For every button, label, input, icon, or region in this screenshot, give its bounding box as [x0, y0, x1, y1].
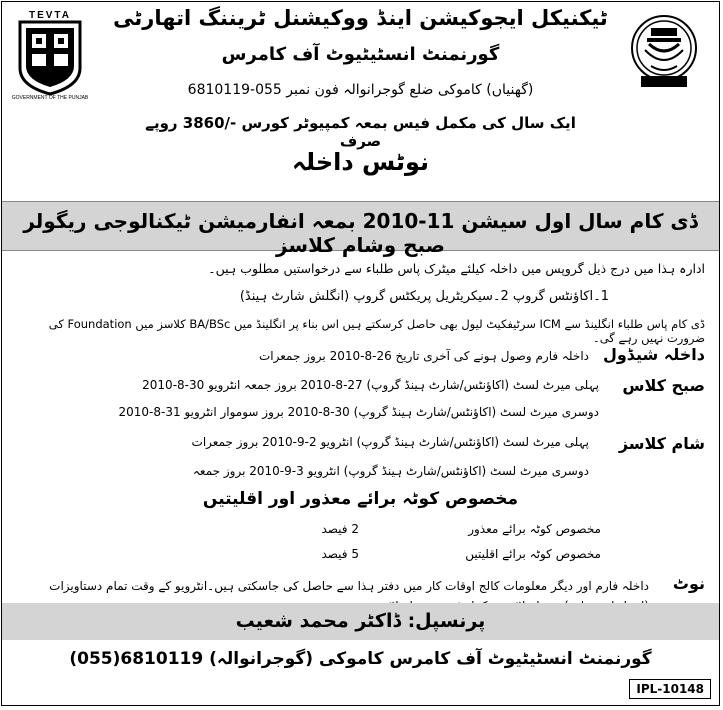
morning-merit-list-2: دوسری میرٹ لسٹ (اکاؤنٹس/شارٹ ہینڈ گروپ) 30-8-2010 بروز سوموار انٹرویو 31-8-2010	[118, 405, 599, 419]
note-label: نوٹ	[672, 574, 705, 593]
quota-title: مخصوص کوٹہ برائے معذور اور اقلیتیں	[202, 489, 519, 509]
quota-disabled-value: 2 فیصد	[321, 522, 359, 536]
principal-name: پرنسپل: ڈاکٹر محمد شعیب	[235, 610, 486, 632]
institute-address-phone: (گھنیاں) کاموکی ضلع گوجرانوالہ فون نمبر 055-6810119	[187, 82, 534, 98]
morning-merit-list-1: پہلی میرٹ لسٹ (اکاؤنٹس/شارٹ ہینڈ گروپ) 27-8-2010 بروز جمعہ انٹرویو 30-8-2010	[142, 378, 599, 392]
svg-text:TEVTA: TEVTA	[28, 10, 72, 21]
session-banner-text: ڈی کام سال اول سیشن 11-2010 بمعہ انفارمیشن ٹیکنالوجی ریگولر صبح وشام کلاسز	[23, 209, 698, 257]
note-text: داخلہ فارم اور دیگر معلومات کالج اوقات کار میں دفتر ہذا سے حاصل کی جاسکتی ہیں۔انٹرویو کے وقت تمام دستاویزات	[49, 579, 649, 593]
evening-merit-list-1: پہلی میرٹ لسٹ (اکاؤنٹس/شارٹ ہینڈ گروپ) انٹرویو 2-9-2010 بروز جمعرات	[191, 435, 589, 449]
schedule-label: داخلہ شیڈول	[602, 345, 705, 364]
tevta-logo	[12, 8, 88, 100]
groups-list: 1۔اکاؤنٹس گروپ 2۔سیکریٹریل پریکٹس گروپ (انگلش شارٹ ہینڈ)	[239, 289, 609, 304]
schedule-text: داخلہ فارم وصول ہونے کی آخری تاریخ 26-8-2010 بروز جمعرات	[258, 349, 589, 363]
authority-name: ٹیکنیکل ایجوکیشن اینڈ ووکیشنل ٹریننگ اتھارٹی	[113, 6, 608, 30]
morning-class-label: صبح کلاس	[622, 376, 705, 395]
icm-note: ڈی کام پاس طلباء انگلینڈ سے ICM سرٹیفکیٹ لیول بھی حاصل کرسکتے ہیں اس بناء پر انگلینڈ میں BA/BSc کلاسز میں Foundation کی ضرورت نہیں رہے گی۔	[48, 317, 705, 345]
quota-minorities-label: مخصوص کوٹہ برائے اقلیتیں	[465, 547, 601, 561]
evening-class-label: شام کلاسز	[618, 434, 705, 453]
admission-intro: ادارہ ہذا میں درج ذیل گروپس میں داخلہ کیلئے میٹرک پاس طلباء سے درخواستیں مطلوب ہیں۔	[208, 261, 705, 276]
page-title: نوٹس داخلہ	[291, 148, 430, 176]
institute-name: گورنمنٹ انسٹیٹیوٹ آف کامرس	[221, 44, 500, 65]
ipl-reference-badge: IPL-10148	[629, 679, 711, 699]
quota-disabled-label: مخصوص کوٹہ برائے معذور	[468, 522, 601, 536]
svg-text:GOVERNMENT OF THE PUNJAB: GOVERNMENT OF THE PUNJAB	[12, 95, 88, 100]
quota-minorities-value: 5 فیصد	[321, 547, 359, 561]
punjab-government-logo	[627, 14, 701, 90]
annual-fee-line: ایک سال کی مکمل فیس بمعہ کمپیوٹر کورس -/3860 روپے صرف	[145, 114, 576, 150]
notice-page	[1, 1, 720, 706]
footer-address: گورنمنٹ انسٹیٹیوٹ آف کامرس کاموکی (گوجرانوالہ) 6810119(055)	[69, 649, 652, 669]
evening-merit-list-2: دوسری میرٹ لسٹ (اکاؤنٹس/شارٹ ہینڈ گروپ) انٹرویو 3-9-2010 بروز جمعہ	[192, 464, 589, 478]
